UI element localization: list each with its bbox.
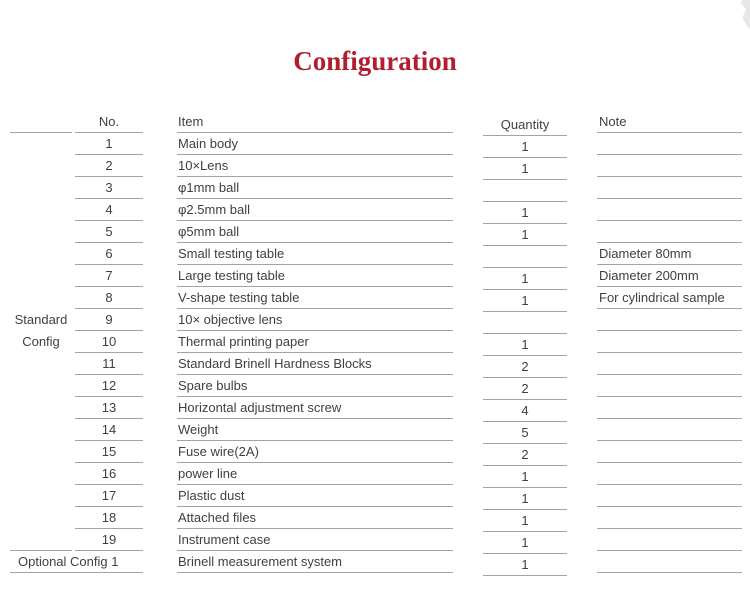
optional-config-label: Optional Config 1 bbox=[10, 551, 143, 573]
quantity-cell: 1 bbox=[483, 488, 567, 510]
note-cell bbox=[597, 155, 742, 177]
no-cell: 5 bbox=[75, 221, 143, 243]
quantity-cell: 1 bbox=[483, 510, 567, 532]
item-cell: Plastic dust bbox=[177, 485, 453, 507]
no-cell: 6 bbox=[75, 243, 143, 265]
item-cell: Weight bbox=[177, 419, 453, 441]
table-row bbox=[0, 199, 750, 221]
quantity-cell: 1 bbox=[483, 268, 567, 290]
quantity-cell: 1 bbox=[483, 136, 567, 158]
column-header-no: No. bbox=[75, 111, 143, 133]
quantity-cell: 1 bbox=[483, 158, 567, 180]
quantity-cell bbox=[483, 246, 567, 268]
no-cell: 11 bbox=[75, 353, 143, 375]
page-title: Configuration bbox=[293, 46, 457, 76]
config-group-cell bbox=[10, 265, 72, 287]
note-cell bbox=[597, 221, 742, 243]
item-cell: Standard Brinell Hardness Blocks bbox=[177, 353, 453, 375]
quantity-cell bbox=[483, 312, 567, 334]
item-cell: Horizontal adjustment screw bbox=[177, 397, 453, 419]
config-group-cell bbox=[10, 463, 72, 485]
table-row bbox=[0, 375, 750, 397]
no-cell: 18 bbox=[75, 507, 143, 529]
config-group-cell bbox=[10, 375, 72, 397]
table-row bbox=[0, 331, 750, 353]
quantity-cell: 1 bbox=[483, 554, 567, 576]
note-cell bbox=[597, 419, 742, 441]
standard-config-group-label-line1: Standard bbox=[14, 312, 68, 327]
no-cell: 15 bbox=[75, 441, 143, 463]
column-header-note: Note bbox=[597, 111, 742, 133]
config-group-cell bbox=[10, 485, 72, 507]
no-cell: 14 bbox=[75, 419, 143, 441]
note-cell bbox=[597, 441, 742, 463]
table-row bbox=[0, 287, 750, 309]
quantity-cell: 1 bbox=[483, 202, 567, 224]
item-cell: power line bbox=[177, 463, 453, 485]
config-group-cell bbox=[10, 419, 72, 441]
table-row bbox=[0, 507, 750, 529]
item-cell: Instrument case bbox=[177, 529, 453, 551]
standard-config-group-label-line2: Config bbox=[22, 334, 60, 349]
quantity-cell: 2 bbox=[483, 356, 567, 378]
table-row-optional bbox=[0, 551, 750, 573]
item-cell: 10×Lens bbox=[177, 155, 453, 177]
table-row bbox=[0, 529, 750, 551]
table-row bbox=[0, 155, 750, 177]
table-row bbox=[0, 243, 750, 265]
no-cell: 19 bbox=[75, 529, 143, 551]
item-cell: Attached files bbox=[177, 507, 453, 529]
item-cell: V-shape testing table bbox=[177, 287, 453, 309]
no-cell: 3 bbox=[75, 177, 143, 199]
item-cell: 10× objective lens bbox=[177, 309, 453, 331]
no-cell: 16 bbox=[75, 463, 143, 485]
config-group-cell bbox=[10, 243, 72, 265]
no-cell: 13 bbox=[75, 397, 143, 419]
configuration-table bbox=[0, 111, 750, 573]
quantity-cell: 2 bbox=[483, 444, 567, 466]
item-cell: φ1mm ball bbox=[177, 177, 453, 199]
table-row bbox=[0, 133, 750, 155]
no-cell: 9 bbox=[75, 309, 143, 331]
item-cell: Brinell measurement system bbox=[177, 551, 453, 573]
no-cell: 12 bbox=[75, 375, 143, 397]
quantity-cell: 1 bbox=[483, 334, 567, 356]
quantity-cell: 4 bbox=[483, 400, 567, 422]
config-group-cell bbox=[10, 507, 72, 529]
note-cell: Diameter 80mm bbox=[597, 243, 742, 265]
column-header-quantity: Quantity bbox=[483, 114, 567, 136]
config-group-header-cell bbox=[10, 111, 72, 133]
config-group-cell bbox=[10, 353, 72, 375]
no-cell: 8 bbox=[75, 287, 143, 309]
item-cell: Fuse wire(2A) bbox=[177, 441, 453, 463]
note-cell bbox=[597, 309, 742, 331]
table-row bbox=[0, 441, 750, 463]
table-row bbox=[0, 221, 750, 243]
config-group-cell bbox=[10, 133, 72, 155]
config-group-cell bbox=[10, 287, 72, 309]
table-row bbox=[0, 265, 750, 287]
item-cell: Main body bbox=[177, 133, 453, 155]
quantity-cell: 5 bbox=[483, 422, 567, 444]
item-cell: Spare bulbs bbox=[177, 375, 453, 397]
no-cell: 17 bbox=[75, 485, 143, 507]
table-row bbox=[0, 177, 750, 199]
note-cell: Diameter 200mm bbox=[597, 265, 742, 287]
config-group-cell bbox=[10, 155, 72, 177]
quantity-cell: 1 bbox=[483, 466, 567, 488]
note-cell bbox=[597, 199, 742, 221]
item-cell: φ2.5mm ball bbox=[177, 199, 453, 221]
table-header-row bbox=[0, 111, 750, 133]
no-cell: 1 bbox=[75, 133, 143, 155]
no-cell: 10 bbox=[75, 331, 143, 353]
config-group-cell bbox=[10, 199, 72, 221]
config-group-cell bbox=[10, 441, 72, 463]
table-body bbox=[0, 133, 750, 551]
table-row bbox=[0, 463, 750, 485]
quantity-cell bbox=[483, 180, 567, 202]
note-cell bbox=[597, 133, 742, 155]
table-row bbox=[0, 309, 750, 331]
item-cell: Small testing table bbox=[177, 243, 453, 265]
note-cell bbox=[597, 529, 742, 551]
corner-watermark-decoration bbox=[735, 0, 750, 32]
column-header-item: Item bbox=[177, 111, 453, 133]
quantity-cell: 1 bbox=[483, 224, 567, 246]
quantity-cell: 2 bbox=[483, 378, 567, 400]
config-group-cell bbox=[10, 221, 72, 243]
quantity-cell: 1 bbox=[483, 290, 567, 312]
note-cell bbox=[597, 507, 742, 529]
note-cell bbox=[597, 551, 742, 573]
config-group-cell bbox=[10, 397, 72, 419]
config-group-cell bbox=[10, 177, 72, 199]
note-cell bbox=[597, 177, 742, 199]
quantity-cell: 1 bbox=[483, 532, 567, 554]
note-cell bbox=[597, 485, 742, 507]
note-cell bbox=[597, 463, 742, 485]
note-cell bbox=[597, 375, 742, 397]
table-row bbox=[0, 397, 750, 419]
note-cell bbox=[597, 331, 742, 353]
config-group-cell bbox=[10, 529, 72, 551]
item-cell: Large testing table bbox=[177, 265, 453, 287]
note-cell bbox=[597, 353, 742, 375]
item-cell: φ5mm ball bbox=[177, 221, 453, 243]
no-cell: 2 bbox=[75, 155, 143, 177]
no-cell: 4 bbox=[75, 199, 143, 221]
item-cell: Thermal printing paper bbox=[177, 331, 453, 353]
table-row bbox=[0, 485, 750, 507]
table-row bbox=[0, 353, 750, 375]
no-cell: 7 bbox=[75, 265, 143, 287]
note-cell: For cylindrical sample bbox=[597, 287, 742, 309]
note-cell bbox=[597, 397, 742, 419]
table-row bbox=[0, 419, 750, 441]
